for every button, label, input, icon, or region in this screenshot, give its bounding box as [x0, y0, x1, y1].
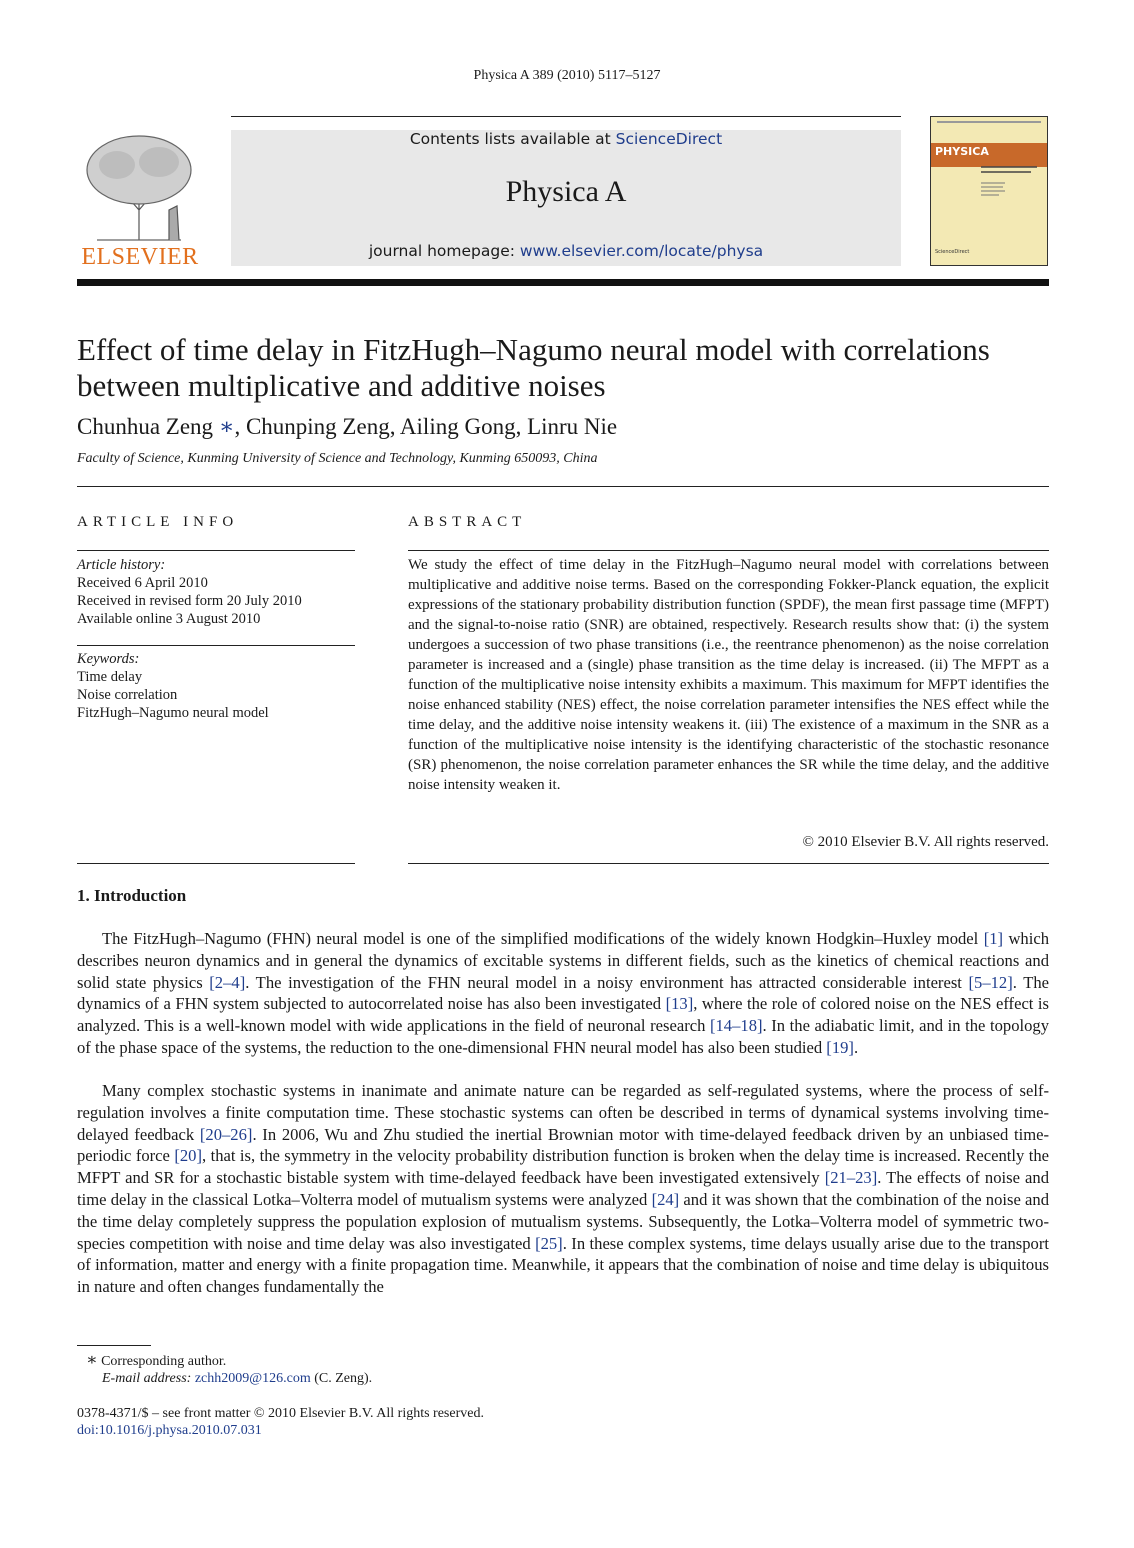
email-suffix: (C. Zeng). [310, 1371, 373, 1386]
paragraph-text: and it was shown that the combination of the noise and the time delay completely suppress the population explosion of mutualism systems. Subsequently, the Lotka–Volterra model of symmetric two-species competition with noise and time delay was also investigated [77, 1189, 1049, 1253]
paragraph-text: The FitzHugh–Nagumo (FHN) neural model is one of the simplified modifications of the widely known Hodgkin–Huxley model [102, 929, 984, 948]
keyword-item: Time delay [77, 669, 143, 685]
header-thick-rule [77, 279, 1049, 286]
footnote-corresponding-text: Corresponding author. [101, 1354, 227, 1369]
intro-paragraph-2 [77, 1080, 1049, 1298]
sciencedirect-link[interactable]: ScienceDirect [615, 130, 723, 148]
journal-citation: Physica A 389 (2010) 5117–5127 [473, 68, 661, 83]
affiliation: Faculty of Science, Kunming University of Science and Technology, Kunming 650093, China [77, 451, 598, 466]
paragraph-text: . The investigation of the FHN neural model in a noisy environment has attracted considerable interest [245, 972, 969, 992]
paragraph-text: which describes neuron dynamics and in general the dynamics of excitable systems in different fields, such as the kinetics of chemical reactions and solid state physics [77, 929, 1049, 992]
paragraph-text: Many complex stochastic systems in inanimate and animate nature can be regarded as self-regulated systems, where the process of self-regulation involves a finite computation time. These stochastic systems can often be described in terms of dynamical systems involving time-delayed feedback [77, 1081, 1049, 1144]
reference-link[interactable]: [5–12] [968, 972, 1013, 992]
paragraph-text: . In these complex systems, time delays usually arise due to the transport of information, matter and energy with a finite propagation time. Meanwhile, it appears that the combination of noise and time delay is ubiquitous in nature and often changes fundamentally the [77, 1233, 1049, 1297]
author-list [77, 414, 617, 440]
paragraph-text: , where the role of colored noise on the NES effect is analyzed. This is a well-known model with wide applications in the field of neuronal research [77, 994, 1049, 1036]
history-received: Received 6 April 2010 [77, 575, 208, 591]
history-online: Available online 3 August 2010 [77, 611, 261, 627]
reference-link[interactable]: [13] [665, 994, 694, 1014]
reference-link[interactable]: [14–18] [709, 1016, 763, 1036]
cover-top-strip [937, 121, 1041, 123]
reference-link[interactable]: [20–26] [199, 1124, 253, 1144]
abstract-copyright: © 2010 Elsevier B.V. All rights reserved. [802, 834, 1049, 850]
paragraph-text: . The effects of noise and time delay in the classical Lotka–Volterra model of mutualism systems were analyzed [77, 1168, 1049, 1209]
doi-link[interactable]: doi:10.1016/j.physa.2010.07.031 [77, 1423, 262, 1438]
reference-link[interactable]: [2–4] [209, 972, 246, 992]
article-history [77, 556, 302, 628]
footnote-mark: ∗ [86, 1350, 98, 1369]
keyword-item: Noise correlation [77, 687, 178, 703]
keyword-item: FitzHugh–Nagumo neural model [77, 705, 269, 721]
reference-link[interactable]: [21–23] [824, 1168, 878, 1188]
keywords-rule [77, 645, 355, 646]
reference-link[interactable]: [19] [826, 1037, 854, 1057]
masthead-rule [231, 116, 901, 117]
journal-banner [231, 130, 901, 266]
first-author: Chunhua Zeng [77, 414, 214, 439]
homepage-line [231, 242, 901, 260]
keywords-label: Keywords: [77, 651, 140, 667]
cover-sciencedirect-mark: ScienceDirect [935, 249, 970, 255]
other-authors: , Chunping Zeng, Ailing Gong, Linru Nie [234, 414, 618, 439]
abstract-rule [408, 550, 1049, 551]
article-title: Effect of time delay in FitzHugh–Nagumo neural model with correlations between multiplicative and additive noises [77, 332, 990, 403]
paragraph-text: , that is, the symmetry in the velocity probability distribution function is broken when the delay time is increased. Recently the MFPT and SR for a stochastic bistable system with time-delayed feedback have been investigated extensively [77, 1146, 1049, 1188]
paragraph-text: . The dynamics of a FHN system subjected to autocorrelated noise has also been investigated [77, 972, 1049, 1014]
history-label: Article history: [77, 557, 166, 573]
author-email-link[interactable]: zchh2009@126.com [194, 1371, 311, 1386]
history-revised: Received in revised form 20 July 2010 [77, 593, 302, 609]
footnote-rule [77, 1345, 151, 1346]
cover-journal-name: PHYSICA [935, 145, 989, 158]
email-label: E-mail address: [102, 1371, 195, 1386]
journal-cover-thumbnail [930, 116, 1048, 266]
abstract-heading: ABSTRACT [408, 514, 527, 530]
footnote-corresponding [86, 1350, 226, 1370]
journal-homepage-link[interactable]: www.elsevier.com/locate/physa [519, 242, 764, 260]
abstract-text: We study the effect of time delay in the FitzHugh–Nagumo neural model with correlations between multiplicative and additive noise terms. Based on the corresponding Fokker-Planck equation, the explicit expressions of the stationary probability distribution function (SPDF), the mean first passage time (MFPT) and the signal-to-noise ratio (SNR) are obtained, respectively. Research results show that: (i) the system undergoes a succession of two phase transitions (i.e., the reentrance phenomenon) as the noise correlation parameter is increased and a (single) phase transition as the time delay is increased. (ii) The MFPT as a function of the multiplicative noise intensity exhibits a maximum. This maximum for MFPT identifies the noise enhanced stability (NES) effect, the noise correlation parameter intensifies the NES effect while the time delay, and the additive noise intensity weakens it. (iii) The existence of a maximum in the SNR as a function of the multiplicative noise intensity is the identifying characteristic of the stochastic resonance (SR) phenomenon, the noise correlation parameter enhances the SR while the time delay, and the additive noise intensity weaken it. [408, 557, 1049, 793]
article-info-rule [77, 550, 355, 551]
paragraph-text: . In 2006, Wu and Zhu studied the inertial Brownian motor with time-delayed feedback driven by an unbiased time-periodic force [77, 1124, 1049, 1166]
homepage-prefix: journal homepage: [368, 242, 520, 260]
footnote-email [102, 1371, 372, 1387]
reference-link[interactable]: [20] [174, 1146, 202, 1166]
elsevier-wordmark: ELSEVIER [81, 244, 199, 270]
abstract-bottom-rule [408, 863, 1049, 864]
article-info-bottom-rule [77, 863, 355, 864]
reference-link[interactable]: [25] [535, 1233, 563, 1253]
reference-link[interactable]: [1] [983, 929, 1004, 948]
corresponding-author-mark[interactable]: ∗ [218, 414, 235, 439]
paragraph-text: . In the adiabatic limit, and in the topology of the phase space of the systems, the reduction to the one-dimensional FHN neural model has also been studied [77, 1016, 1050, 1057]
introduction-heading: 1. Introduction [77, 886, 187, 905]
article-info-heading: ARTICLE INFO [77, 514, 239, 530]
contents-line [231, 130, 901, 148]
contents-prefix: Contents lists available at [409, 130, 616, 148]
title-divider [77, 486, 1049, 487]
issn-line: 0378-4371/$ – see front matter © 2010 Elsevier B.V. All rights reserved. [77, 1406, 484, 1421]
reference-link[interactable]: [24] [651, 1189, 680, 1209]
cover-text-lines [981, 161, 1039, 201]
paragraph-text: . [853, 1037, 859, 1057]
intro-paragraph-1 [77, 928, 1049, 1059]
keywords-block [77, 650, 269, 722]
journal-title: Physica A [505, 175, 627, 208]
